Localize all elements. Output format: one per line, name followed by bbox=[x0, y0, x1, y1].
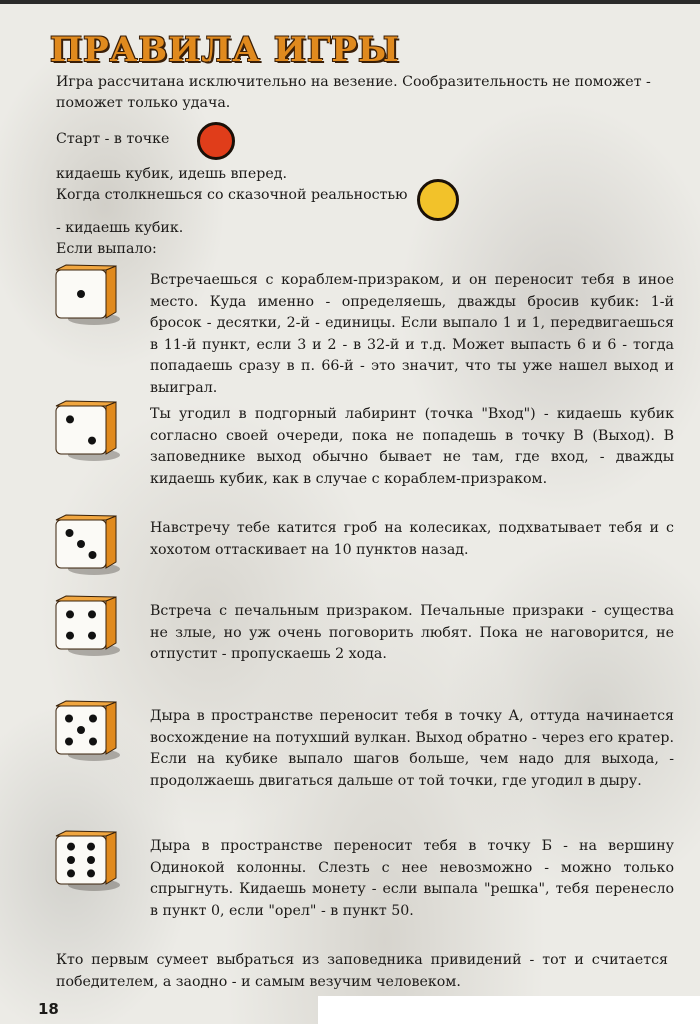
die-3-icon bbox=[52, 512, 120, 578]
rule-text-5: Дыра в пространстве переносит тебя в точку А, оттуда начинается восхождение на потухший вулкан. Выход обратно - через его кратер. Если на кубике выпало шагов больше, чем надо для выхода, - продолжаешь двигаться дальше от той точки, где угодил в дыру. bbox=[150, 708, 674, 789]
die-pip bbox=[66, 632, 74, 640]
reality-marker-dot bbox=[417, 179, 459, 221]
die-pip bbox=[66, 610, 74, 618]
die-pip bbox=[77, 290, 85, 298]
die-pip bbox=[67, 856, 75, 864]
die-face bbox=[56, 836, 106, 884]
die-pip bbox=[77, 540, 85, 548]
die-pip bbox=[77, 726, 85, 734]
die-pip bbox=[65, 715, 73, 723]
top-border bbox=[0, 0, 700, 4]
die-pip bbox=[65, 738, 73, 746]
rule-text-1: Встречаешься с кораблем-призраком, и он переносит тебя в иное место. Куда именно - определяешь, дважды бросив кубик: 1-й бросок - десятки, 2-й - единицы. Если выпало 1 и 1, передвигаешься в 11-й пункт, если 3 и 2 - в 32-й и т.д. Может выпасть 6 и 6 - тогда попадаешь сразу в п. 66-й - это значит, что ты уже нашел выход и выиграл. bbox=[150, 272, 674, 396]
die-pip bbox=[89, 738, 97, 746]
die-pip bbox=[87, 856, 95, 864]
rule-text-3: Навстречу тебе катится гроб на колесиках, подхватывает тебя и с хохотом оттаскивает на 10 пунктов назад. bbox=[150, 520, 674, 558]
move-line: кидаешь кубик, идешь вперед. bbox=[56, 166, 288, 182]
reality-line: Когда столкнешься со сказочной реальностью bbox=[56, 187, 408, 203]
die-side bbox=[106, 402, 116, 454]
bottom-margin bbox=[318, 996, 700, 1024]
die-top bbox=[56, 265, 116, 270]
page-number: 18 bbox=[38, 1000, 59, 1018]
start-marker-dot bbox=[197, 122, 235, 160]
closing-text: Кто первым сумеет выбраться из заповедника привидений - тот и считается победителем, а заодно - и самым везучим человеком. bbox=[56, 952, 668, 990]
die-pip bbox=[89, 715, 97, 723]
die-4-icon bbox=[52, 593, 120, 659]
die-top bbox=[56, 701, 116, 706]
die-pip bbox=[67, 869, 75, 877]
die-5-icon bbox=[52, 698, 120, 764]
start-line: Старт - в точке bbox=[56, 131, 170, 147]
die-top bbox=[56, 831, 116, 836]
page-title: ПРАВИЛА ИГРЫ bbox=[50, 30, 400, 70]
die-side bbox=[106, 516, 116, 568]
rule-text-2: Ты угодил в подгорный лабиринт (точка "Вход") - кидаешь кубик согласно своей очереди, пока не попадешь в точку В (Выход). В заповеднике выход обычно бывает не там, где вход, - дважды кидаешь кубик, как в случае с кораблем-призраком. bbox=[150, 406, 674, 487]
die-pip bbox=[66, 529, 74, 537]
die-top bbox=[56, 515, 116, 520]
die-2-icon bbox=[52, 398, 120, 464]
die-1-icon bbox=[52, 262, 120, 328]
die-pip bbox=[87, 843, 95, 851]
die-top bbox=[56, 596, 116, 601]
die-side bbox=[106, 702, 116, 754]
die-pip bbox=[89, 551, 97, 559]
die-face bbox=[56, 601, 106, 649]
die-pip bbox=[66, 415, 74, 423]
intro-text: Игра рассчитана исключительно на везение. Сообразительность не поможет - поможет только удача. bbox=[56, 74, 651, 111]
throw-line: - кидаешь кубик. bbox=[56, 220, 184, 236]
die-pip bbox=[88, 610, 96, 618]
die-side bbox=[106, 832, 116, 884]
if-got-line: Если выпало: bbox=[56, 241, 157, 257]
die-top bbox=[56, 401, 116, 406]
rule-text-6: Дыра в пространстве переносит тебя в точку Б - на вершину Одинокой колонны. Слезть с нее невозможно - можно только спрыгнуть. Кидаешь монету - если выпала "решка", тебя перенесло в пункт 0, если "орел" - в пункт 50. bbox=[150, 838, 674, 919]
die-pip bbox=[67, 843, 75, 851]
die-side bbox=[106, 597, 116, 649]
die-side bbox=[106, 266, 116, 318]
die-pip bbox=[88, 437, 96, 445]
die-6-icon bbox=[52, 828, 120, 894]
rule-text-4: Встреча с печальным призраком. Печальные призраки - существа не злые, но уж очень поговорить любят. Пока не наговорится, не отпустит - пропускаешь 2 хода. bbox=[150, 603, 674, 662]
die-pip bbox=[87, 869, 95, 877]
die-pip bbox=[88, 632, 96, 640]
die-face bbox=[56, 406, 106, 454]
